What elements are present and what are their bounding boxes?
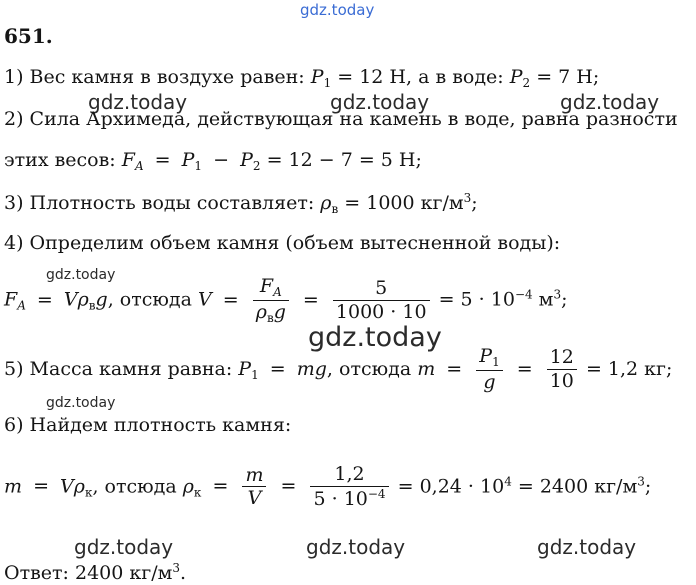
fraction — [242, 465, 266, 511]
symbol-mg: mg — [296, 357, 327, 380]
step-2-text: этих весов: — [4, 149, 116, 171]
fraction — [476, 346, 502, 394]
punctuation: ; — [471, 192, 478, 214]
equals-sign: = — [280, 475, 297, 498]
equals-sign: = — [516, 357, 533, 380]
step-5 — [4, 346, 672, 394]
denominator: V — [247, 487, 262, 510]
subscript: 1 — [323, 76, 332, 90]
equals-sign: = — [33, 475, 49, 498]
denominator: 5 · 10 — [313, 487, 368, 510]
subscript: 2 — [522, 76, 531, 90]
exponent: 3 — [637, 474, 645, 489]
equals-sign: = — [154, 149, 171, 171]
step-5-text: 5) Масса камня равна: — [4, 357, 233, 380]
subscript: к — [84, 485, 93, 500]
subscript: в — [88, 298, 96, 313]
symbol-rho: ρ — [77, 288, 89, 311]
subscript: 1 — [492, 355, 500, 369]
exponent: 3 — [463, 191, 472, 205]
text: , отсюда — [326, 357, 412, 380]
denominator: 1000 · 10 — [335, 300, 427, 323]
value: = 1000 кг/м — [344, 192, 464, 214]
subscript: A — [17, 298, 26, 313]
subscript: к — [193, 485, 202, 500]
symbol-g: g — [273, 300, 286, 323]
symbol-v: V — [60, 475, 74, 498]
exponent: 3 — [553, 287, 562, 302]
symbol-v: V — [63, 288, 78, 311]
symbol-g: g — [95, 288, 108, 311]
watermark: gdz.today — [74, 535, 174, 559]
equals-sign: = — [269, 357, 286, 380]
equals-sign: = — [302, 288, 319, 311]
equals-sign: = — [36, 288, 53, 311]
result: = 2400 кг/м — [511, 475, 638, 498]
numerator: 12 — [547, 347, 577, 370]
fraction — [333, 278, 430, 324]
value: = 7 Н; — [536, 66, 600, 88]
symbol-m: m — [417, 357, 436, 380]
value: = 12 − 7 = 5 Н; — [266, 149, 422, 171]
unit: м — [532, 288, 554, 311]
problem-number: 651. — [4, 24, 53, 48]
symbol-p: P — [181, 149, 195, 171]
subscript: 1 — [251, 367, 259, 382]
subscript: A — [134, 159, 144, 173]
numerator: F — [259, 275, 274, 297]
step-3-text: 3) Плотность воды составляет: — [4, 192, 315, 214]
equals-sign: = — [446, 357, 463, 380]
symbol-p: P — [310, 66, 324, 88]
symbol-p: P — [509, 66, 523, 88]
watermark: gdz.today — [560, 90, 660, 114]
subscript: в — [266, 310, 274, 325]
symbol-rho: ρ — [320, 192, 332, 214]
subscript: A — [273, 285, 282, 299]
exponent: −4 — [514, 287, 533, 302]
watermark-large: gdz.today — [308, 322, 442, 353]
step-1-text: а в воде: — [418, 66, 504, 88]
text: , отсюда — [107, 288, 192, 311]
exponent: 3 — [172, 561, 181, 575]
exponent: 4 — [504, 474, 512, 489]
step-4-formula — [4, 276, 568, 325]
watermark: gdz.today — [46, 267, 116, 283]
watermark: gdz.today — [46, 395, 116, 411]
fraction — [310, 464, 388, 511]
step-2-line-2 — [4, 151, 422, 172]
symbol-p: P — [238, 357, 252, 380]
answer-text: Ответ: 2400 кг/м — [4, 562, 173, 584]
symbol-f: F — [121, 149, 135, 171]
numerator: P — [479, 345, 493, 367]
step-6-formula — [4, 464, 651, 511]
result: = 0,24 · 10 — [397, 475, 505, 498]
subscript: 2 — [252, 159, 261, 173]
watermark: gdz.today — [330, 90, 430, 114]
symbol-f: F — [4, 288, 18, 311]
value: = 12 Н, — [337, 66, 413, 88]
minus-sign: − — [213, 149, 230, 171]
equals-sign: = — [222, 288, 239, 311]
step-1-text: 1) Вес камня в воздухе равен: — [4, 66, 305, 88]
watermark: gdz.today — [306, 535, 406, 559]
symbol-rho: ρ — [182, 475, 194, 498]
step-3 — [4, 192, 478, 215]
text: , отсюда — [92, 475, 177, 498]
fraction — [547, 347, 577, 393]
equals-sign: = — [212, 475, 229, 498]
subscript: 1 — [194, 159, 203, 173]
subscript: в — [331, 202, 339, 216]
numerator: m — [242, 465, 266, 488]
numerator: 1,2 — [310, 464, 388, 487]
result: = 1,2 кг; — [585, 357, 673, 380]
symbol-m: m — [4, 475, 23, 498]
watermark: gdz.today — [537, 535, 637, 559]
exponent: −4 — [367, 486, 386, 501]
punctuation: ; — [644, 475, 652, 498]
punctuation: . — [180, 562, 187, 584]
denominator: g — [483, 370, 496, 393]
symbol-p: P — [240, 149, 253, 171]
denominator: 10 — [549, 369, 574, 392]
numerator: 5 — [333, 278, 430, 301]
answer — [4, 562, 186, 583]
fraction — [253, 276, 289, 325]
step-6-text: 6) Найдем плотность камня: — [4, 414, 292, 436]
symbol-v: V — [198, 288, 212, 311]
step-4-text: 4) Определим объем камня (объем вытесненной воды): — [4, 232, 561, 254]
punctuation: ; — [561, 288, 568, 311]
watermark: gdz.today — [88, 90, 188, 114]
watermark-top: gdz.today — [300, 1, 375, 19]
step-2-line-1: 2) Сила Архимеда, действующая на камень в воде, равна разности — [4, 108, 678, 130]
symbol-rho: ρ — [73, 475, 85, 498]
step-1 — [4, 68, 599, 89]
result: = 5 · 10 — [438, 288, 515, 311]
denominator: ρ — [255, 300, 267, 323]
